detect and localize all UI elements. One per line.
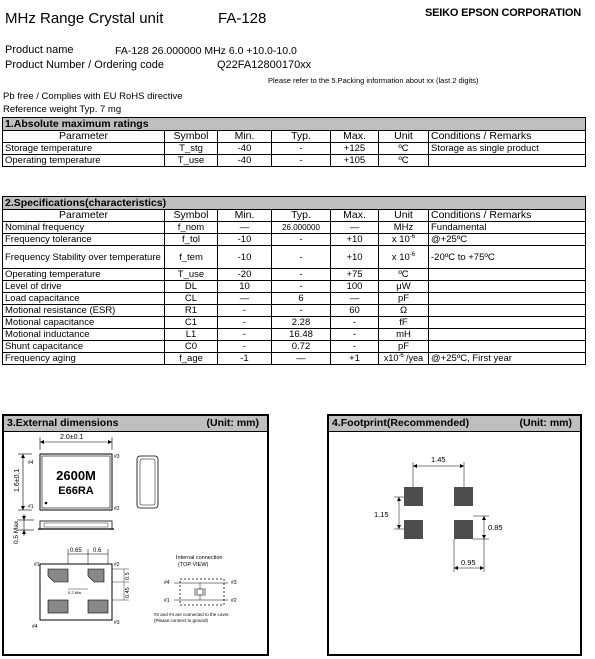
unit-text: x 10 — [391, 234, 410, 245]
cell: - — [272, 143, 331, 155]
thickness-dimension: 0.5 Max. — [13, 519, 20, 544]
cell: - — [272, 281, 331, 293]
product-number-value: Q22FA12800170xx — [217, 59, 312, 71]
cell: +10 — [331, 246, 379, 269]
col-header: Parameter — [3, 210, 165, 222]
cell: T_use — [165, 155, 218, 167]
cell: R1 — [165, 305, 218, 317]
cell: 100 — [331, 281, 379, 293]
bottom-pad-4 — [48, 600, 68, 613]
absolute-max-table — [2, 117, 586, 167]
cell: 10 — [218, 281, 272, 293]
section-title: 2.Specifications(characteristics) — [3, 197, 586, 210]
cell: -10 — [218, 246, 272, 269]
cell: -20ºC to +75ºC — [429, 246, 586, 269]
cell: Frequency tolerance — [3, 234, 165, 246]
pin2-label: #2 — [114, 506, 120, 512]
bottom-pin4-label: #4 — [32, 624, 38, 630]
cell: 26.000000 — [272, 222, 331, 234]
col-header: Conditions / Remarks — [429, 210, 586, 222]
panel-unit: (Unit: mm) — [206, 417, 259, 429]
cell: Motional resistance (ESR) — [3, 305, 165, 317]
cell — [379, 246, 429, 269]
cell: pF — [379, 293, 429, 305]
pin1-marker-icon — [45, 502, 48, 505]
cell: - — [218, 305, 272, 317]
pin4-label: #4 — [28, 460, 34, 466]
col-header: Max. — [331, 131, 379, 143]
unit-suffix: /yea — [403, 353, 424, 363]
cell: fF — [379, 317, 429, 329]
cell: +1 — [331, 353, 379, 365]
col-header: Typ. — [272, 210, 331, 222]
cell: +105 — [331, 155, 379, 167]
cell — [429, 341, 586, 353]
connection-title: Internal connection — [176, 555, 223, 561]
connection-subtitle: (TOP VIEW) — [178, 562, 209, 568]
unit-exponent: -6 — [409, 234, 416, 240]
cell — [379, 353, 429, 365]
footprint-dim-right: 0.85 — [488, 523, 503, 532]
cell: - — [272, 269, 331, 281]
col-header: Symbol — [165, 131, 218, 143]
pad-dimension-1: 0.65 — [70, 548, 82, 554]
footprint-dim-top: 1.45 — [431, 455, 446, 464]
specifications-table — [2, 196, 586, 365]
bottom-pad-3 — [88, 600, 108, 613]
table-row — [3, 143, 586, 155]
doc-title: MHz Range Crystal unit — [5, 10, 164, 27]
cell — [429, 293, 586, 305]
conn-pin2-label: #2 — [231, 598, 237, 604]
cell: Storage temperature — [3, 143, 165, 155]
cell: f_age — [165, 353, 218, 365]
cell: CL — [165, 293, 218, 305]
cell: @+25ºC — [429, 234, 586, 246]
conn-pin3-label: #3 — [231, 580, 237, 586]
cell — [429, 305, 586, 317]
height-dimension: 1.6±0.1 — [14, 468, 21, 492]
pin1-label: #1 — [28, 504, 34, 510]
cell: Operating temperature — [3, 269, 165, 281]
panel-header — [4, 416, 267, 432]
col-header: Typ. — [272, 131, 331, 143]
cell — [429, 155, 586, 167]
width-dimension: 2.0±0.1 — [60, 434, 84, 441]
unit-text: x 10 — [391, 251, 410, 263]
cell: mH — [379, 329, 429, 341]
cell — [429, 317, 586, 329]
footprint-dim-left: 1.15 — [374, 510, 389, 519]
cell: - — [331, 317, 379, 329]
pb-free-note: Pb free / Complies with EU RoHS directive — [3, 91, 183, 102]
cell: Nominal frequency — [3, 222, 165, 234]
cell: -40 — [218, 143, 272, 155]
footprint-pad-1 — [404, 487, 423, 506]
packing-note: Please refer to the 5.Packing information about xx (last 2 digits) — [268, 76, 479, 85]
cell: ºC — [379, 155, 429, 167]
pin3-label: #3 — [114, 454, 120, 460]
table-row — [3, 269, 586, 281]
cell — [429, 281, 586, 293]
cell: 0.72 — [272, 341, 331, 353]
cell: — — [218, 293, 272, 305]
table-row — [3, 234, 586, 246]
pad-dimension-v2: 0.45 — [125, 587, 131, 598]
external-dimensions-drawing — [4, 432, 267, 654]
panel-title: 3.External dimensions — [7, 417, 119, 429]
footprint-panel — [327, 414, 582, 656]
cell: L1 — [165, 329, 218, 341]
cell: Motional capacitance — [3, 317, 165, 329]
cell: f_nom — [165, 222, 218, 234]
bottom-pin2-label: #2 — [114, 562, 120, 568]
section-title: 1.Absolute maximum ratings — [3, 118, 586, 131]
table-row — [3, 305, 586, 317]
cell: DL — [165, 281, 218, 293]
panel-title: 4.Footprint(Recommended) — [332, 417, 470, 429]
cell: +125 — [331, 143, 379, 155]
cell: - — [272, 246, 331, 269]
bottom-pin3-label: #3 — [114, 620, 120, 626]
col-header: Max. — [331, 210, 379, 222]
col-header: Symbol — [165, 210, 218, 222]
cell: — — [218, 222, 272, 234]
bottom-pin1-label: #1 — [34, 562, 40, 568]
cell: 2.28 — [272, 317, 331, 329]
cell: +10 — [331, 234, 379, 246]
cell: Frequency aging — [3, 353, 165, 365]
col-header: Unit — [379, 131, 429, 143]
table-row — [3, 353, 586, 365]
connection-note-2: (Please connect to ground) — [154, 618, 209, 623]
cell: 60 — [331, 305, 379, 317]
cell — [379, 234, 429, 246]
cell: +75 — [331, 269, 379, 281]
crystal-symbol-icon — [197, 589, 203, 595]
cell: ºC — [379, 143, 429, 155]
cell: 16.48 — [272, 329, 331, 341]
cell: f_tol — [165, 234, 218, 246]
cell: Frequency Stability over temperature — [3, 246, 165, 269]
table-row — [3, 293, 586, 305]
unit-exponent: -6 — [409, 251, 416, 258]
footprint-drawing — [329, 432, 580, 654]
unit-text: x10 — [383, 353, 399, 363]
footprint-dim-bottom: 0.95 — [461, 558, 476, 567]
table-row — [3, 281, 586, 293]
footprint-pad-4 — [454, 520, 473, 539]
cell: T_stg — [165, 143, 218, 155]
company-name: SEIKO EPSON CORPORATION — [425, 7, 581, 19]
cell: Load capacitance — [3, 293, 165, 305]
cell: - — [272, 305, 331, 317]
footprint-pad-2 — [454, 487, 473, 506]
footprint-pad-3 — [404, 520, 423, 539]
cell: - — [331, 329, 379, 341]
cell: - — [272, 155, 331, 167]
connection-note-1: #2 and #4 are connected to the cover. — [154, 612, 230, 617]
col-header: Parameter — [3, 131, 165, 143]
table-row — [3, 317, 586, 329]
panel-unit: (Unit: mm) — [519, 417, 572, 429]
cell: Ω — [379, 305, 429, 317]
cell: -10 — [218, 234, 272, 246]
model-name: FA-128 — [218, 10, 267, 27]
table-row — [3, 246, 586, 269]
cell: Storage as single product — [429, 143, 586, 155]
cell: - — [272, 234, 331, 246]
conn-pin4-label: #4 — [164, 580, 170, 586]
col-header: Conditions / Remarks — [429, 131, 586, 143]
product-name-label: Product name — [5, 44, 74, 56]
cell: Level of drive — [3, 281, 165, 293]
pad-dimension-v1: 0.5 — [125, 572, 131, 580]
cell: T_use — [165, 269, 218, 281]
cell: - — [331, 341, 379, 353]
unit-exponent: -6 — [398, 353, 404, 359]
cell: — — [272, 353, 331, 365]
cell: f_tem — [165, 246, 218, 269]
cell: -20 — [218, 269, 272, 281]
marking-line2: E66RA — [58, 485, 94, 497]
pad-dimension-2: 0.6 — [93, 548, 102, 554]
cell: Shunt capacitance — [3, 341, 165, 353]
col-header: Unit — [379, 210, 429, 222]
cell: - — [218, 329, 272, 341]
product-number-label: Product Number / Ordering code — [5, 59, 164, 71]
external-dimensions-panel — [2, 414, 269, 656]
table-row — [3, 155, 586, 167]
table-row — [3, 222, 586, 234]
cell: — — [331, 293, 379, 305]
cell: C1 — [165, 317, 218, 329]
cell: -1 — [218, 353, 272, 365]
cell: - — [218, 317, 272, 329]
table-row — [3, 341, 586, 353]
table-row — [3, 329, 586, 341]
cell: Motional inductance — [3, 329, 165, 341]
cell: μW — [379, 281, 429, 293]
cell: — — [331, 222, 379, 234]
cell: 6 — [272, 293, 331, 305]
cell: -40 — [218, 155, 272, 167]
cell: @+25ºC, First year — [429, 353, 586, 365]
cell: - — [218, 341, 272, 353]
cell — [429, 329, 586, 341]
cell: pF — [379, 341, 429, 353]
product-name-value: FA-128 26.000000 MHz 6.0 +10.0-10.0 — [115, 45, 297, 57]
conn-pin1-label: #1 — [164, 598, 170, 604]
marking-line1: 2600M — [56, 468, 96, 483]
cell: ºC — [379, 269, 429, 281]
cell — [429, 269, 586, 281]
col-header: Min. — [218, 210, 272, 222]
cell: MHz — [379, 222, 429, 234]
panel-header — [329, 416, 580, 432]
cell: C0 — [165, 341, 218, 353]
col-header: Min. — [218, 131, 272, 143]
pad-gap-dimension: 0.2 Min. — [68, 590, 83, 595]
cell: Operating temperature — [3, 155, 165, 167]
reference-weight: Reference weight Typ. 7 mg — [3, 104, 122, 115]
cell: Fundamental — [429, 222, 586, 234]
